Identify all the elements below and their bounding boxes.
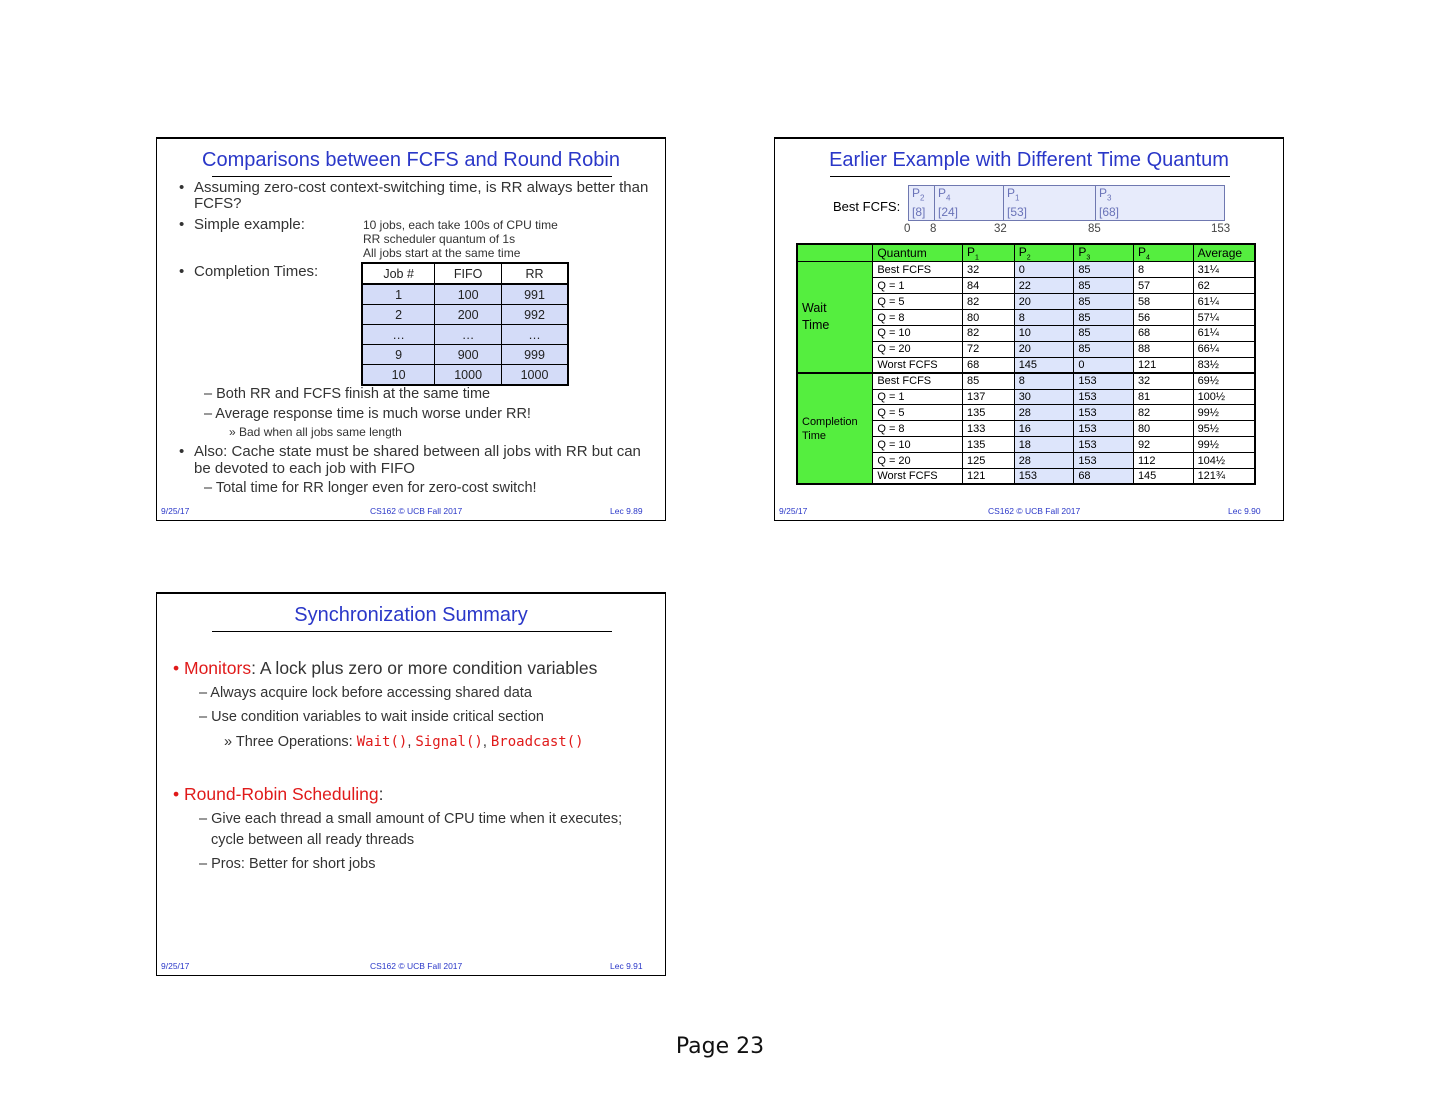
cell: 32	[962, 262, 1014, 278]
gantt-proc: P	[1007, 186, 1016, 200]
cell: Q = 8	[873, 421, 963, 437]
gantt-proc: P	[912, 186, 921, 200]
sub-pros: – Pros: Better for short jobs	[199, 856, 376, 872]
bullet-dot: •	[173, 784, 184, 804]
sub-total-time: – Total time for RR longer even for zero-cost switch!	[204, 480, 537, 496]
cell: 135	[962, 437, 1014, 453]
cell: 82	[962, 294, 1014, 310]
gantt-len: [8]	[912, 205, 926, 220]
cell: 999	[502, 345, 568, 365]
footer-course: CS162 © UCB Fall 2017	[370, 506, 463, 516]
cell: 85	[1074, 278, 1134, 294]
cell: 58	[1133, 294, 1193, 310]
cell: 8	[1014, 310, 1074, 326]
cell: 85	[1074, 325, 1134, 341]
cell: 20	[1014, 341, 1074, 357]
bullet-dot: •	[173, 658, 184, 678]
cell: 900	[435, 345, 502, 365]
cell: 85	[1074, 310, 1134, 326]
header-average: Average	[1193, 244, 1255, 262]
cell: 153	[1074, 453, 1134, 469]
footer-lecture: Lec 9.91	[610, 961, 643, 971]
cell: 121	[962, 468, 1014, 484]
table-header-row	[797, 244, 1255, 262]
op-sep: ,	[482, 734, 491, 750]
table-row	[797, 262, 1255, 278]
header-p: P	[966, 245, 975, 259]
header-p: P	[1078, 245, 1087, 259]
monitors-desc: : A lock plus zero or more condition variables	[251, 658, 598, 678]
cell: 9	[362, 345, 435, 365]
cell: 84	[962, 278, 1014, 294]
bullet-simple-example: Simple example:	[194, 216, 305, 233]
cell: 57	[1133, 278, 1193, 294]
cell: …	[362, 325, 435, 345]
rr-term: Round-Robin Scheduling	[184, 784, 379, 804]
completion-times-table	[361, 262, 569, 386]
op-wait: Wait()	[356, 734, 408, 750]
cell: 153	[1074, 437, 1134, 453]
three-ops-prefix: » Three Operations:	[224, 734, 357, 750]
cell: 133	[962, 421, 1014, 437]
completion-label-line1: Completion	[802, 415, 858, 428]
cell: 18	[1014, 437, 1074, 453]
gantt-proc: P	[938, 186, 947, 200]
bullet-completion-times: Completion Times:	[194, 263, 319, 280]
title-underline	[212, 176, 612, 177]
cell: Q = 10	[873, 325, 963, 341]
cell: 99½	[1193, 405, 1255, 421]
cell: 82	[962, 325, 1014, 341]
footer-lecture: Lec 9.90	[1228, 506, 1261, 516]
cell: 80	[1133, 421, 1193, 437]
sub-give-thread-line1: – Give each thread a small amount of CPU time when it executes;	[199, 811, 623, 827]
example-note-1: 10 jobs, each take 100s of CPU time	[363, 218, 558, 232]
wait-time-label	[797, 262, 873, 373]
slide-title: Synchronization Summary	[294, 604, 528, 626]
cell: 85	[1074, 341, 1134, 357]
cell: 121	[1133, 357, 1193, 373]
monitors-term: Monitors	[184, 658, 252, 678]
sub-response-worse: – Average response time is much worse under RR!	[204, 406, 531, 422]
cell: 137	[962, 389, 1014, 405]
table-row	[362, 365, 568, 386]
cell: …	[435, 325, 502, 345]
footer-date: 9/25/17	[161, 961, 190, 971]
table-row	[362, 284, 568, 305]
cell: 32	[1133, 373, 1193, 389]
cell: Best FCFS	[873, 262, 963, 278]
header-p: P	[1137, 245, 1146, 259]
table-row	[797, 373, 1255, 389]
gantt-block-p4	[935, 186, 1004, 220]
cell: 80	[962, 310, 1014, 326]
example-note-2: RR scheduler quantum of 1s	[363, 232, 516, 246]
wait-label-line2: Time	[802, 318, 830, 333]
gantt-tick-8: 8	[930, 223, 937, 235]
cell: 0	[1014, 262, 1074, 278]
bullet-dot: •	[179, 216, 185, 233]
cell: 69½	[1193, 373, 1255, 389]
slide-time-quantum	[774, 137, 1284, 521]
sub-acquire-lock: – Always acquire lock before accessing shared data	[199, 685, 532, 701]
cell: 85	[1074, 294, 1134, 310]
cell: 20	[1014, 294, 1074, 310]
bullet-zero-cost-line2: FCFS?	[194, 195, 242, 212]
footer-date: 9/25/17	[779, 506, 808, 516]
cell: 8	[1133, 262, 1193, 278]
cell: 153	[1014, 468, 1074, 484]
cell: 2	[362, 305, 435, 325]
cell: 200	[435, 305, 502, 325]
cell: 153	[1074, 389, 1134, 405]
op-signal: Signal()	[415, 734, 483, 750]
gantt-block-p2	[909, 186, 935, 220]
header-job: Job #	[362, 263, 435, 284]
cell: 121¾	[1193, 468, 1255, 484]
bullet-monitors	[173, 658, 597, 679]
cell: 153	[1074, 405, 1134, 421]
gantt-len: [53]	[1007, 205, 1028, 220]
gantt-tick-85: 85	[1088, 223, 1101, 235]
gantt-proc-sub: 4	[946, 193, 951, 203]
header-p-sub: 2	[1026, 254, 1031, 262]
gantt-tick-32: 32	[994, 223, 1007, 235]
cell: 10	[362, 365, 435, 386]
cell: 95½	[1193, 421, 1255, 437]
bullet-dot: •	[179, 443, 185, 460]
cell: 153	[1074, 373, 1134, 389]
cell: 31¼	[1193, 262, 1255, 278]
gantt-label: Best FCFS:	[833, 199, 901, 214]
bullet-dot: •	[179, 263, 185, 280]
cell: 88	[1133, 341, 1193, 357]
cell: 145	[1133, 468, 1193, 484]
cell: 10	[1014, 325, 1074, 341]
cell: …	[502, 325, 568, 345]
rr-colon: :	[378, 784, 384, 804]
header-quantum: Quantum	[873, 244, 963, 262]
footer-date: 9/25/17	[161, 506, 190, 516]
cell: 992	[502, 305, 568, 325]
bullet-dot: •	[179, 179, 185, 196]
title-underline	[830, 176, 1230, 177]
table-row	[362, 345, 568, 365]
gantt-len: [24]	[938, 205, 959, 220]
cell: 100½	[1193, 389, 1255, 405]
cell: 99½	[1193, 437, 1255, 453]
cell: 57¼	[1193, 310, 1255, 326]
cell: 135	[962, 405, 1014, 421]
cell: 85	[962, 373, 1014, 389]
header-corner	[797, 244, 873, 262]
sub-condition-vars: – Use condition variables to wait inside critical section	[199, 709, 544, 725]
cell: Q = 20	[873, 453, 963, 469]
footer-course: CS162 © UCB Fall 2017	[988, 506, 1081, 516]
cell: 125	[962, 453, 1014, 469]
bullet-round-robin	[173, 784, 383, 805]
cell: 1	[362, 284, 435, 305]
op-sep: ,	[407, 734, 416, 750]
cell: Q = 10	[873, 437, 963, 453]
footer-lecture: Lec 9.89	[610, 506, 643, 516]
cell: Worst FCFS	[873, 468, 963, 484]
gantt-block-p3	[1096, 186, 1224, 220]
cell: 16	[1014, 421, 1074, 437]
gantt-proc-sub: 1	[1015, 193, 1020, 203]
cell: Q = 20	[873, 341, 963, 357]
header-p2	[1014, 244, 1074, 262]
cell: 68	[1074, 468, 1134, 484]
cell: 104½	[1193, 453, 1255, 469]
cell: Q = 8	[873, 310, 963, 326]
completion-label-line2: Time	[802, 429, 827, 442]
cell: 28	[1014, 405, 1074, 421]
cell: 81	[1133, 389, 1193, 405]
gantt-proc-sub: 2	[920, 193, 925, 203]
cell: 22	[1014, 278, 1074, 294]
header-p3	[1074, 244, 1134, 262]
cell: 92	[1133, 437, 1193, 453]
footer-course: CS162 © UCB Fall 2017	[370, 961, 463, 971]
sub-both-finish: – Both RR and FCFS finish at the same time	[204, 386, 491, 402]
header-p-sub: 4	[1145, 254, 1150, 262]
gantt-tick-153: 153	[1211, 223, 1231, 235]
cell: 28	[1014, 453, 1074, 469]
cell: Q = 5	[873, 405, 963, 421]
cell: 66¼	[1193, 341, 1255, 357]
cell: 56	[1133, 310, 1193, 326]
cell: 68	[962, 357, 1014, 373]
cell: Q = 1	[873, 278, 963, 294]
bullet-cache-line2: be devoted to each job with FIFO	[194, 460, 415, 477]
slide-title: Comparisons between FCFS and Round Robin	[202, 149, 620, 171]
table-row	[362, 305, 568, 325]
cell: 112	[1133, 453, 1193, 469]
op-broadcast: Broadcast()	[490, 734, 584, 750]
cell: 1000	[502, 365, 568, 386]
cell: Q = 5	[873, 294, 963, 310]
gantt-proc-sub: 3	[1107, 193, 1112, 203]
header-p1	[962, 244, 1014, 262]
cell: Worst FCFS	[873, 357, 963, 373]
bullet-zero-cost-line1: Assuming zero-cost context-switching time, is RR always better than	[194, 179, 649, 196]
cell: 100	[435, 284, 502, 305]
gantt-chart	[908, 185, 1225, 221]
example-note-3: All jobs start at the same time	[363, 246, 521, 260]
gantt-tick-0: 0	[904, 223, 911, 235]
cell: 83½	[1193, 357, 1255, 373]
table-row	[362, 325, 568, 345]
header-fifo: FIFO	[435, 263, 502, 284]
gantt-proc: P	[1099, 186, 1108, 200]
table-header-row	[362, 263, 568, 284]
header-p4	[1133, 244, 1193, 262]
cell: 85	[1074, 262, 1134, 278]
header-p: P	[1018, 245, 1027, 259]
header-p-sub: 3	[1086, 254, 1091, 262]
cell: 61¼	[1193, 325, 1255, 341]
cell: Q = 1	[873, 389, 963, 405]
header-rr: RR	[502, 263, 568, 284]
gantt-block-p1	[1004, 186, 1096, 220]
cell: 82	[1133, 405, 1193, 421]
cell: 153	[1074, 421, 1134, 437]
slide-title: Earlier Example with Different Time Quantum	[829, 149, 1229, 171]
cell: 30	[1014, 389, 1074, 405]
cell: 72	[962, 341, 1014, 357]
sub-give-thread-line2: cycle between all ready threads	[211, 832, 415, 848]
sub-three-ops	[224, 734, 584, 750]
completion-time-label	[797, 373, 873, 484]
quantum-comparison-table	[796, 243, 1256, 485]
cell: 61¼	[1193, 294, 1255, 310]
header-p-sub: 1	[975, 254, 979, 262]
cell: 0	[1074, 357, 1134, 373]
page-number: Page 23	[675, 1034, 765, 1059]
slide-sync-summary	[156, 592, 666, 976]
cell: 68	[1133, 325, 1193, 341]
cell: Best FCFS	[873, 373, 963, 389]
cell: 1000	[435, 365, 502, 386]
cell: 145	[1014, 357, 1074, 373]
wait-label-line1: Wait	[802, 301, 827, 316]
title-underline	[212, 631, 612, 632]
gantt-len: [68]	[1099, 205, 1120, 220]
subsub-bad-same-length: » Bad when all jobs same length	[229, 425, 402, 439]
cell: 8	[1014, 373, 1074, 389]
cell: 62	[1193, 278, 1255, 294]
cell: 991	[502, 284, 568, 305]
bullet-cache-line1: Also: Cache state must be shared between all jobs with RR but can	[194, 443, 641, 460]
slide-fcfs-vs-rr	[156, 137, 666, 521]
